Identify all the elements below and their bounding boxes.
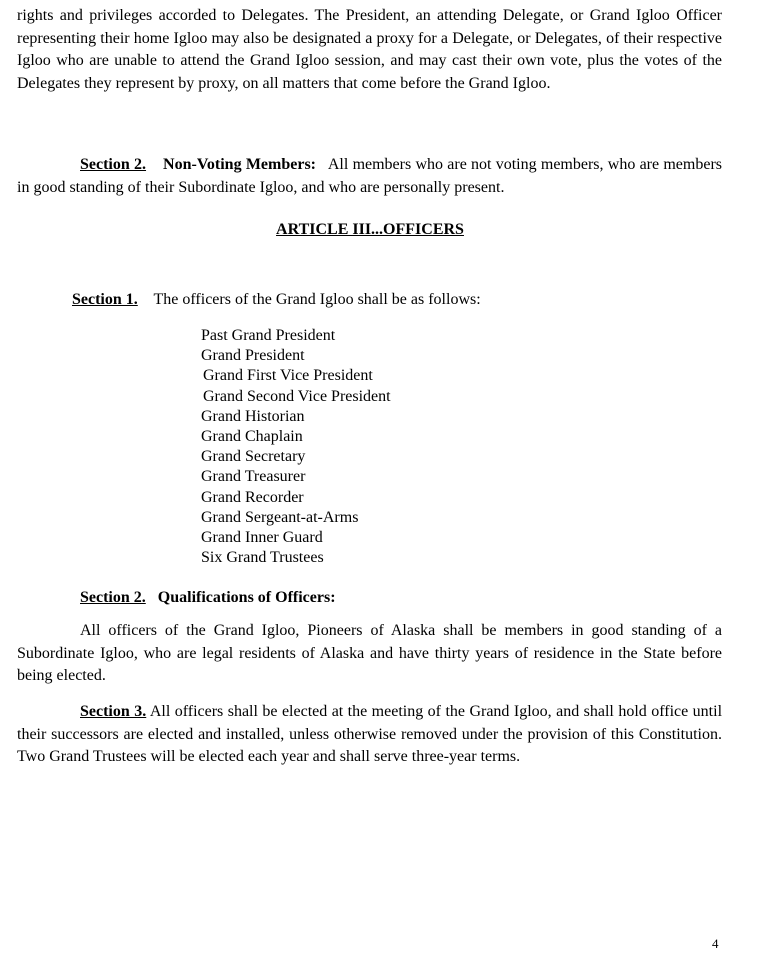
section-text: All members who are not voting members, who are members in good standing of their Subordinate Igloo, and who are personally present.	[17, 156, 723, 196]
section-label: Section 1.	[72, 291, 138, 308]
officer-item: Grand Secretary	[201, 448, 306, 466]
officer-item: Grand President	[201, 347, 305, 365]
officer-item: Grand First Vice President	[203, 367, 373, 385]
officer-item: Grand Sergeant-at-Arms	[201, 508, 359, 526]
officer-item: Grand Recorder	[201, 488, 304, 506]
officer-item: Past Grand President	[201, 327, 336, 344]
section-label: Section 2.	[80, 589, 146, 606]
section-text: All officers shall be elected at the meeting of the Grand Igloo, and shall hold office until their successors are elected and installed, unless otherwise removed under the provision of this Constitution. Two Grand Trustees will be elected each year and shall serve three-year terms.	[17, 703, 723, 765]
section-title: Non-Voting Members:	[163, 156, 317, 173]
article3-section1	[72, 289, 722, 312]
officer-item: Grand Historian	[201, 407, 305, 425]
article3-section2-heading	[80, 587, 720, 610]
article3-section2-text: All officers of the Grand Igloo, Pioneers of Alaska shall be members in good standing of a Subordinate Igloo, who are legal residents of Alaska and have thirty years of residence in the State before being elected.	[17, 622, 722, 684]
section-label: Section 3.	[80, 703, 147, 720]
officer-item: Grand Inner Guard	[201, 529, 323, 547]
section-label: Section 2.	[80, 156, 147, 173]
officer-item: Grand Second Vice President	[203, 387, 391, 405]
section-title: Qualifications of Officers:	[157, 589, 336, 606]
officer-item: Grand Treasurer	[201, 468, 306, 486]
article2-section2	[17, 154, 722, 199]
article-heading: ARTICLE III...OFFICERS	[276, 221, 464, 238]
section-text: The officers of the Grand Igloo shall be as follows:	[153, 291, 481, 308]
intro-paragraph: rights and privileges accorded to Delegates. The President, an attending Delegate, or Grand Igloo Officer representing their home Igloo may also be designated a proxy for a Delegate, or Delegates, of their respective Igloo who are unable to attend the Grand Igloo session, and may cast their own vote, plus the votes of the Delegates they represent by proxy, on all matters that come before the Grand Igloo.	[17, 7, 722, 92]
officer-list	[201, 326, 391, 568]
officer-item: Grand Chaplain	[201, 428, 303, 446]
article3-section3	[17, 701, 722, 769]
page-number: 4	[712, 936, 719, 951]
officer-item: Six Grand Trustees	[201, 549, 324, 567]
